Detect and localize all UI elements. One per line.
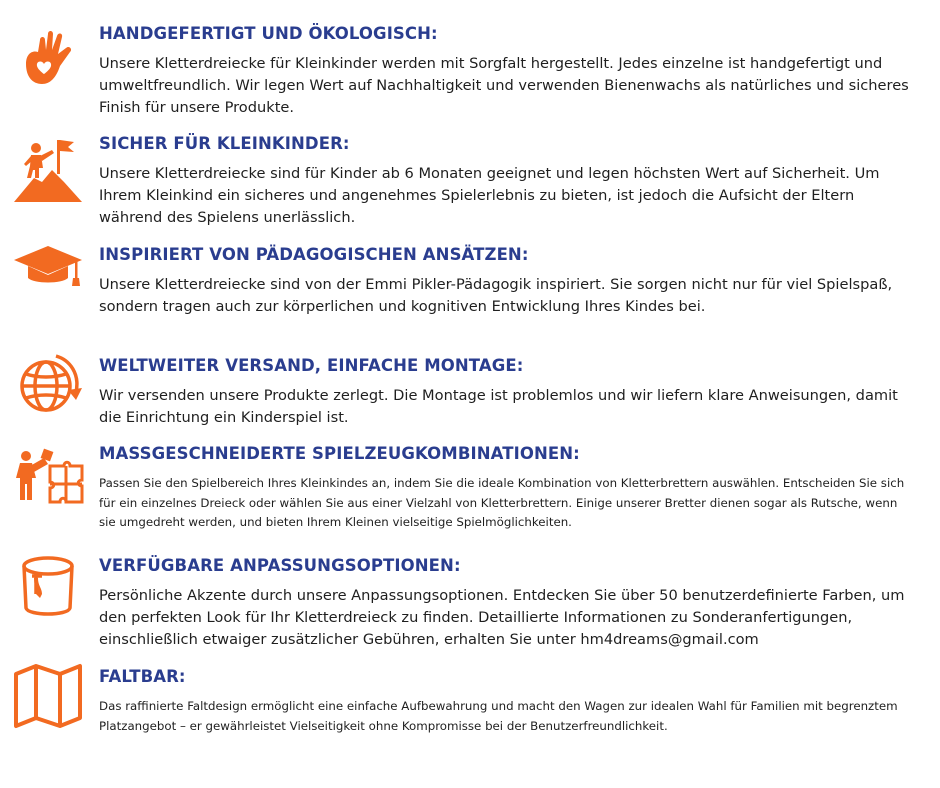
handprint-heart-icon xyxy=(12,24,84,96)
feature-title: INSPIRIERT VON PÄDAGOGISCHEN ANSÄTZEN: xyxy=(99,245,529,264)
paint-bucket-icon xyxy=(12,550,84,622)
feature-title: FALTBAR: xyxy=(99,667,186,686)
feature-title: SICHER FÜR KLEINKINDER: xyxy=(99,134,350,153)
feature-description: Unsere Kletterdreiecke sind für Kinder ab 6 Monaten geeignet und legen höchsten Wert auf Sicherheit. Um Ihrem Kleinkind ein sicheres und angenehmes Spielerlebnis zu bieten, ist jedoch die Aufsicht der Eltern während des Spielens unerlässlich. xyxy=(99,165,880,226)
feature-description: Persönliche Akzente durch unsere Anpassungsoptionen. Entdecken Sie über 50 benutzerdefinierte Farben, um den perfekten Look für Ihr Kletterdreieck zu finden. Detaillierte Informationen zu Sonderanfertigungen, einschließlich etwaiger zusätzlicher Gebühren, erhalten Sie unter hm4dreams@gmail.com xyxy=(99,587,905,648)
graduation-cap-icon xyxy=(12,232,84,304)
climber-flag-icon xyxy=(12,134,84,206)
feature-description: Passen Sie den Spielbereich Ihres Kleinkindes an, indem Sie die ideale Kombination von Kletterbrettern auswählen. Entscheiden Sie sich für ein einzelnes Dreieck oder wählen Sie aus einer Vielzahl von Kletterbrettern. Einige unserer Bretter dienen sogar als Rutsche, wenn sie umgedreht werden, und bieten Ihrem Kleinen vielseitige Spielmöglichkeiten. xyxy=(99,476,905,529)
puzzle-person-icon xyxy=(12,444,84,516)
feature-title: HANDGEFERTIGT UND ÖKOLOGISCH: xyxy=(99,24,438,43)
feature-title: VERFÜGBARE ANPASSUNGSOPTIONEN: xyxy=(99,556,461,575)
feature-description: Wir versenden unsere Produkte zerlegt. Die Montage ist problemlos und wir liefern klare Anweisungen, damit die Einrichtung ein Kinderspiel ist. xyxy=(99,387,898,426)
folded-map-icon xyxy=(12,660,84,732)
globe-arrow-icon xyxy=(12,350,84,422)
feature-description: Das raffinierte Faltdesign ermöglicht eine einfache Aufbewahrung und macht den Wagen zur idealen Wahl für Familien mit begrenztem Platzangebot – er gewährleistet Vielseitigkeit ohne Kompromisse bei der Benutzerfreundlichkeit. xyxy=(99,699,898,733)
feature-description: Unsere Kletterdreiecke sind von der Emmi Pikler-Pädagogik inspiriert. Sie sorgen nicht nur für viel Spielspaß, sondern tragen auch zur körperlichen und kognitiven Entwicklung Ihres Kindes bei. xyxy=(99,276,893,315)
feature-title: MASSGESCHNEIDERTE SPIELZEUGKOMBINATIONEN: xyxy=(99,444,580,463)
feature-title: WELTWEITER VERSAND, EINFACHE MONTAGE: xyxy=(99,356,524,375)
feature-description: Unsere Kletterdreiecke für Kleinkinder werden mit Sorgfalt hergestellt. Jedes einzelne ist handgefertigt und umweltfreundlich. Wir legen Wert auf Nachhaltigkeit und verwenden Bienenwachs als natürliches und sicheres Finish für unsere Produkte. xyxy=(99,55,909,116)
